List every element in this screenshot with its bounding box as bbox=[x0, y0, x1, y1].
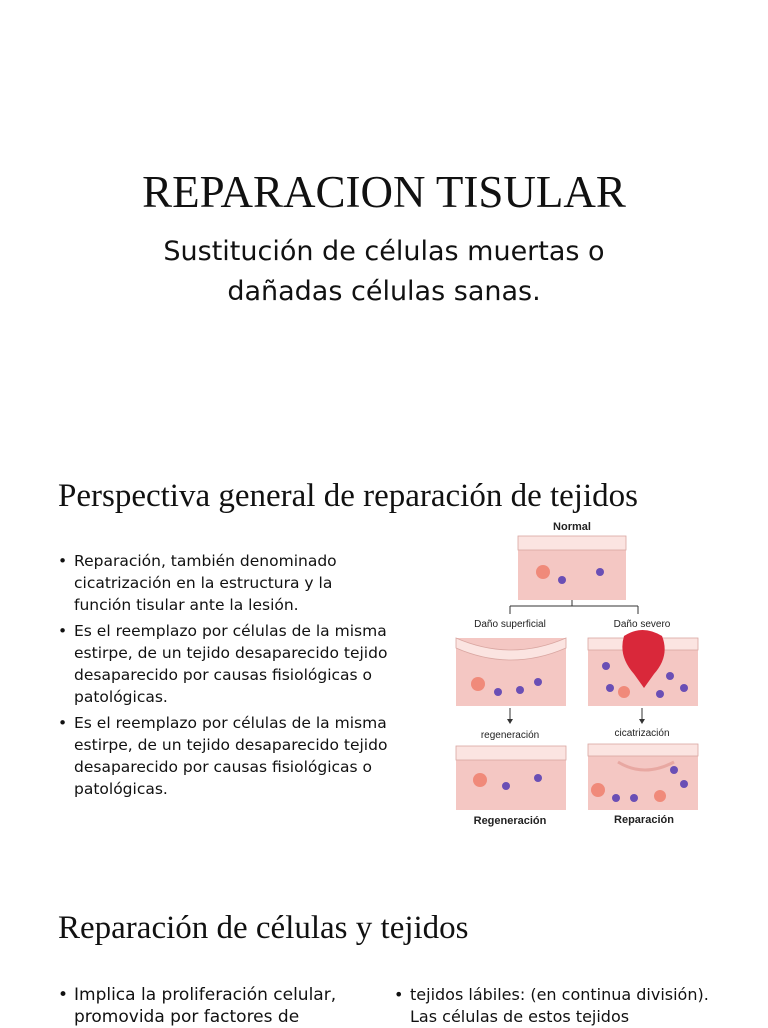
nucleus bbox=[516, 686, 524, 694]
epithelium-normal bbox=[518, 536, 626, 550]
list-item: • tejidos lábiles: (en continua división). Las células de estos tejidos bbox=[394, 984, 734, 1028]
section-title-cells: Reparación de células y tejidos bbox=[58, 910, 469, 946]
slide-title bbox=[0, 0, 768, 440]
page-title: REPARACION TISULAR bbox=[142, 167, 626, 217]
cells-bullet-list-left bbox=[58, 984, 358, 1028]
cell bbox=[471, 677, 485, 691]
cell-normal bbox=[536, 565, 550, 579]
nucleus-normal bbox=[558, 576, 566, 584]
cell bbox=[473, 773, 487, 787]
nucleus-normal bbox=[596, 568, 604, 576]
list-item: • Reparación, también denominado cicatrización en la estructura y la función tisular ante la lesión. bbox=[58, 550, 388, 616]
tissue-repair-diagram bbox=[448, 516, 708, 836]
epithelium-regenerated bbox=[456, 746, 566, 760]
nucleus bbox=[630, 794, 638, 802]
cells-bullet-list-right bbox=[394, 984, 734, 1028]
cell bbox=[618, 686, 630, 698]
nucleus bbox=[494, 688, 502, 696]
label-normal: Normal bbox=[553, 521, 591, 533]
list-item: • Es el reemplazo por células de la misma estirpe, de un tejido desaparecido tejido desaparecido por causas fisiológicas o patológicas. bbox=[58, 620, 388, 708]
label-regeneracion-step: regeneración bbox=[480, 730, 540, 741]
overview-bullet-list bbox=[58, 550, 388, 804]
nucleus bbox=[606, 684, 614, 692]
nucleus bbox=[680, 684, 688, 692]
nucleus bbox=[534, 774, 542, 782]
nucleus bbox=[612, 794, 620, 802]
arrow-head bbox=[639, 719, 645, 724]
nucleus bbox=[680, 780, 688, 788]
nucleus bbox=[534, 678, 542, 686]
section-title-overview: Perspectiva general de reparación de tejidos bbox=[58, 478, 638, 514]
cell bbox=[591, 783, 605, 797]
label-dano-superficial: Daño superficial bbox=[474, 619, 546, 630]
nucleus bbox=[602, 662, 610, 670]
nucleus bbox=[656, 690, 664, 698]
arrow-head bbox=[507, 719, 513, 724]
label-regeneracion: Regeneración bbox=[473, 815, 547, 827]
subtitle-line-2: dañadas células sanas. bbox=[227, 276, 541, 307]
nucleus bbox=[502, 782, 510, 790]
nucleus bbox=[670, 766, 678, 774]
label-dano-severo: Daño severo bbox=[613, 619, 671, 630]
cell bbox=[654, 790, 666, 802]
label-reparacion: Reparación bbox=[614, 814, 674, 826]
label-cicatrizacion: cicatrización bbox=[614, 728, 670, 739]
list-item: • Es el reemplazo por células de la misma estirpe, de un tejido desaparecido tejido desaparecido por causas fisiológicas o patológicas. bbox=[58, 712, 388, 800]
subtitle-line-1: Sustitución de células muertas o bbox=[163, 236, 605, 267]
page-subtitle bbox=[0, 232, 768, 312]
epithelium-repaired bbox=[588, 744, 698, 756]
nucleus bbox=[666, 672, 674, 680]
list-item: • Implica la proliferación celular, promovida por factores de bbox=[58, 984, 358, 1028]
